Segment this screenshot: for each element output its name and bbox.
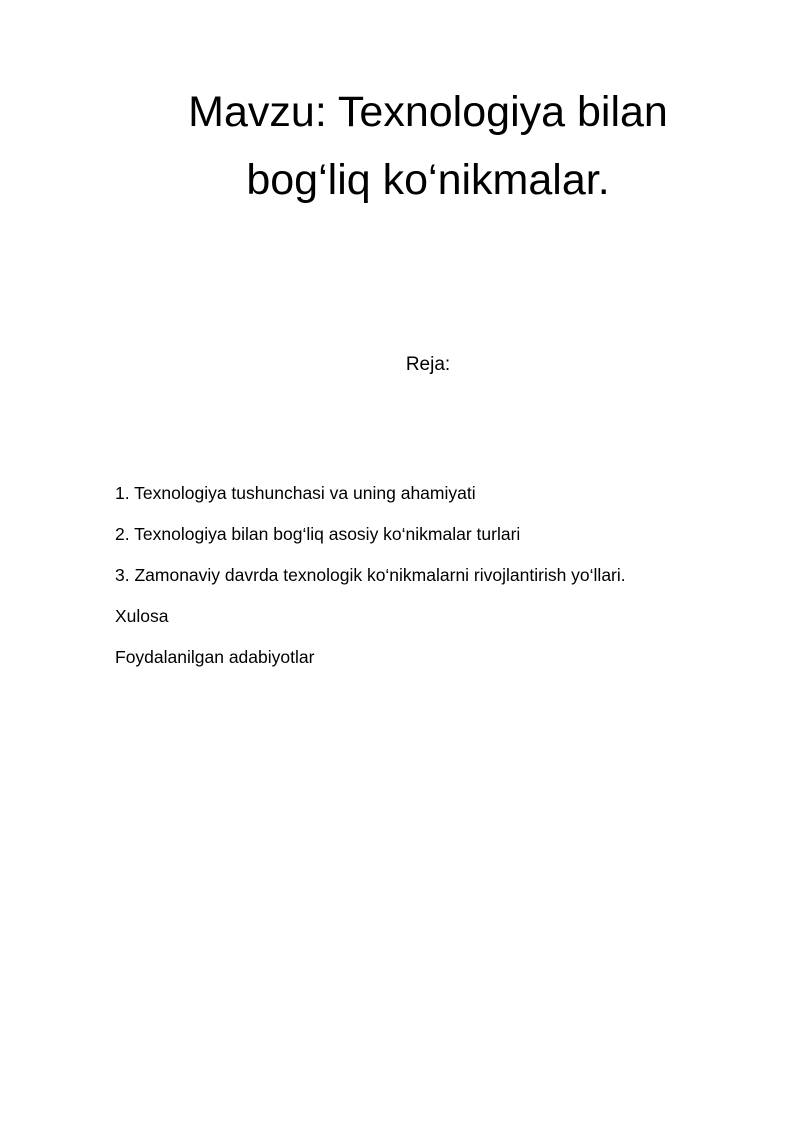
plan-item-2: 2. Texnologiya bilan bog‘liq asosiy ko‘nikmalar turlari [115,524,521,544]
plan-list [115,480,755,685]
title-line-2: bog‘liq ko‘nikmalar. [246,156,610,204]
title-line-1: Mavzu: Texnologiya bilan [188,88,668,136]
plan-heading: Reja: [405,354,451,375]
plan-item-3: 3. Zamonaviy davrda texnologik ko‘nikmalarni rivojlantirish yo‘llari. [115,565,626,585]
document-title [140,78,716,214]
plan-item-conclusion: Xulosa [115,606,169,626]
plan-item-1: 1. Texnologiya tushunchasi va uning ahamiyati [115,483,476,503]
plan-item-references: Foydalanilgan adabiyotlar [115,647,315,667]
